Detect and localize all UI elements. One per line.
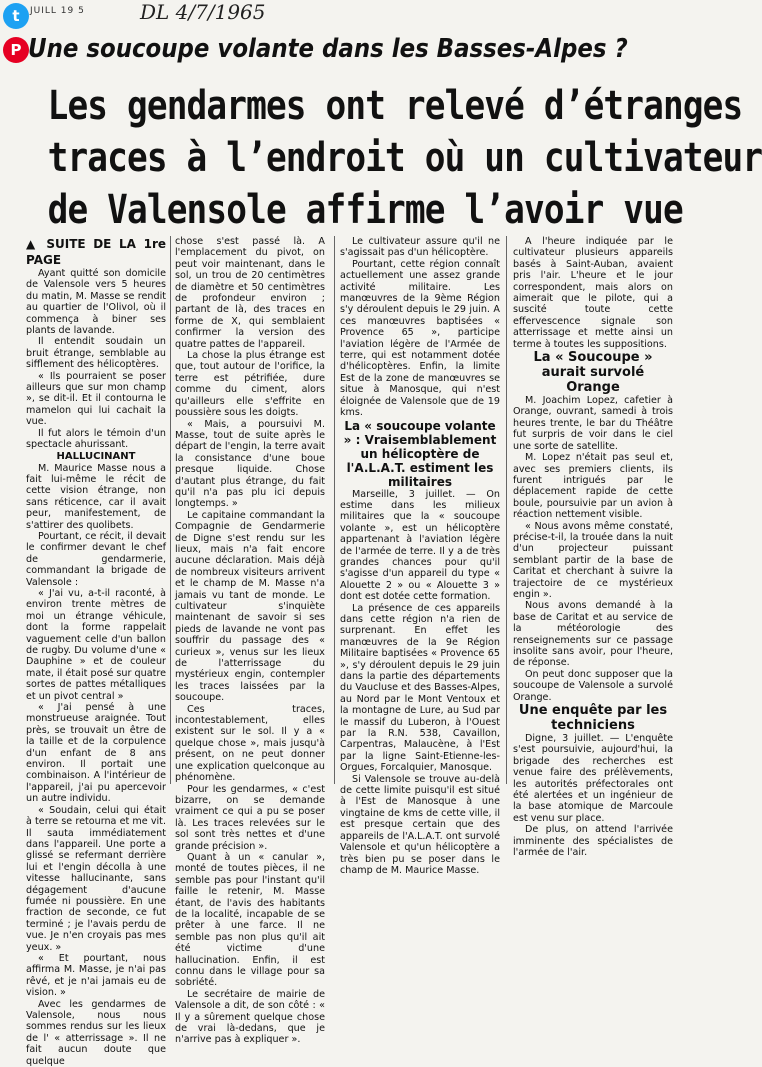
paragraph: M. Lopez n'était pas seul et, avec ses premiers clients, ils furent intrigués par le déplacement rapide de cette boule, poursuivie par un avion à réaction nettement visible. — [513, 452, 673, 521]
subheading: HALLUCINANT — [56, 450, 136, 462]
paragraph: M. Joachim Lopez, cafetier à Orange, ouvrant, samedi à trois heures trente, le bar du Théâtre fut surpris de voir dans le ciel une sorte de satellite. — [513, 395, 673, 452]
paragraph: « Ils pourraient se poser ailleurs que sur mon champ », se dit-il. Et il contourna le mamelon qui lui cachait la vue. — [26, 370, 166, 428]
paragraph: « J'ai vu, a-t-il raconté, à environ trente mètres de moi un étrange véhicule, dont la forme rappelait vaguement celle d'un ballon de rugby. Du volume d'une « Dauphine » et de couleur mate, il était posé sur quatre sortes de pattes métalliques et un pivot central » — [26, 587, 166, 702]
headline — [0, 80, 762, 236]
paragraph: Ces traces, incontestablement, elles existent sur le sol. Il y a « quelque chose », mais jusqu'à présent, on ne peut donner une explication quelconque au phénomène. — [175, 703, 325, 784]
section-heading-enquete: Une enquête par les techniciens — [518, 703, 668, 734]
paragraph: « Soudain, celui qui était à terre se retourna et me vit. Il sauta immédiatement dans l'appareil. Une porte a glissé se refermant derrière lui et l'engin décolla à une vitesse hallucinante, sans dégagement d'aucune fumée ni poussière. En une fraction de seconde, ce fut terminé ; je l'avais perdu de vue. Je n'en croyais pas mes yeux. » — [26, 804, 166, 953]
paragraph: « J'ai pensé à une monstrueuse araignée. Tout près, se trouvait un être de la taille et de la corpulence d'un enfant de 8 ans environ. Il portait une combinaison. A l'intérieur de l'appareil, j'ai pu apercevoir un autre individu. — [26, 702, 166, 805]
paragraph: La présence de ces appareils dans cette région n'a rien de surprenant. En effet les manœuvres de la 9e Région Militaire baptisées « Provence 65 », s'y déroulent depuis le 29 juin dans la partie des départements du Vaucluse et des Basses-Alpes, au Nord par le Mont Ventoux et la montagne de Lure, au Sud par le massif du Luberon, à l'Ouest par la R.N. 538, Cavaillon, Carpentras, Malaucène, à l'Est par la ligne Saint-Etienne-les-Orgues, Forcalquier, Manosque. — [340, 602, 500, 774]
section-heading-military: La « soucoupe volante » : Vraisemblablement un hélicoptère de l'A.L.A.T. estiment les militaires — [343, 418, 497, 489]
column-rule — [334, 236, 335, 784]
paragraph: Le cultivateur assure qu'il ne s'agissait pas d'un hélicoptère. — [340, 236, 500, 259]
section-heading-orange: La « Soucoupe » aurait survolé Orange — [533, 350, 653, 396]
article-column-3 — [340, 236, 500, 876]
paragraph: Pourtant, cette région connaît actuellement une assez grande activité militaire. Les manœuvres de la 9ème Région s'y déroulent depuis le 29 juin. A ces manœuvres baptisées « Provence 65 », participe l'aviation légère de l'Armée de terre, qui est notamment dotée d'hélicoptères. Enfin, la limite Est de la zone de manœuvres se situe à Manosque, qui n'est éloignée de Valensole que de 19 kms. — [340, 258, 500, 419]
paragraph: « Mais, a poursuivi M. Masse, tout de suite après le départ de l'engin, la terre avait la consistance d'une boue presque liquide. Chose d'autant plus étrange, du fait qu'il n'a pas plu ici depuis longtemps. » — [175, 418, 325, 510]
paragraph: A l'heure indiquée par le cultivateur plusieurs appareils basés à Saint-Auban, avaient pris l'air. L'heure et le jour correspondent, mais alors on aimerait que le pilote, qui a suscité toute cette effervescence signale son atterrissage et mette ainsi un terme à toutes les suppositions. — [513, 236, 673, 350]
paragraph: Pourtant, ce récit, il devait le confirmer devant le chef de gendarmerie, commandant la brigade de Valensole : — [26, 530, 166, 588]
pinterest-share-icon[interactable]: P — [3, 37, 29, 63]
paragraph: On peut donc supposer que la soucoupe de Valensole a survolé Orange. — [513, 668, 673, 703]
paragraph: Avec les gendarmes de Valensole, nous nous sommes rendus sur les lieux de l' « atterrissage ». Il ne fait aucun doute que quelque — [26, 998, 166, 1067]
masthead-date: JUILL 19 5 — [30, 6, 85, 16]
headline-line-2: traces à l’endroit où un cultivateur — [47, 135, 762, 181]
paragraph: Digne, 3 juillet. — L'enquête s'est poursuivie, aujourd'hui, la brigade des recherches est venue faire des prélèvements, les autorités préfectorales ont été alertées et un ingénieur de la base atomique de Marcoule est venu sur place. — [513, 733, 673, 824]
paragraph: De plus, on attend l'arrivée imminente des spécialistes de l'armée de l'air. — [513, 824, 673, 859]
handwritten-note: DL 4/7/1965 — [140, 0, 266, 24]
paragraph: Si Valensole se trouve au-delà de cette limite puisqu'il est situé à l'Est de Manosque à une vingtaine de kms de cette ville, il est presque certain que des appareils de l'A.L.A.T. ont survolé Valensole et qu'un hélicoptère a très bien pu se poser dans le champ de M. Maurice Masse. — [340, 773, 500, 876]
paragraph: chose s'est passé là. A l'emplacement du pivot, on peut voir maintenant, dans le sol, un trou de 20 centimètres de diamètre et 50 centimètres de profondeur environ ; partant de là, des traces en forme de X, qui semblaient confirmer la version des quatre pattes de l'appareil. — [175, 236, 325, 350]
paragraph: Ayant quitté son domicile de Valensole vers 5 heures du matin, M. Masse se rendit au quartier de l'Olivol, où il commença à biner ses plants de lavande. — [26, 268, 166, 337]
kicker: Une soucoupe volante dans les Basses-Alpes ? — [28, 34, 628, 64]
column-rule — [170, 236, 171, 784]
paragraph: Il fut alors le témoin d'un spectacle ahurissant. — [26, 427, 166, 451]
twitter-share-icon[interactable]: t — [3, 3, 29, 29]
headline-line-1: Les gendarmes ont relevé d’étranges — [47, 83, 743, 129]
paragraph: « Et pourtant, nous affirma M. Masse, je n'ai pas rêvé, et je n'ai jamais eu de vision. » — [26, 952, 166, 999]
paragraph: Marseille, 3 juillet. — On estime dans les milieux militaires que la « soucoupe volante », est un hélicoptère appartenant à l'aviation légère de l'armée de terre. Il y a de très grandes chances pour qu'il s'agisse d'un appareil du type « Alouette 2 » ou « Alouette 3 » dont est dotée cette formation. — [340, 488, 500, 603]
paragraph: Le capitaine commandant la Compagnie de Gendarmerie de Digne s'est rendu sur les lieux, mais n'a fait encore aucune déclaration. Mais déjà de nombreux visiteurs arrivent et le champ de M. Masse n'a jamais vu tant de monde. Le cultivateur s'inquiète maintenant de savoir si ses pieds de lavande ne vont pas souffrir du passage des « curieux », venus sur les lieux de l'atterrissage du mystérieux engin, contempler les traces laissées par la soucoupe. — [175, 509, 325, 704]
article-column-2 — [175, 236, 325, 1046]
column-rule — [506, 236, 507, 784]
article-column-1 — [26, 236, 167, 1067]
paragraph: Il entendit soudain un bruit étrange, semblable au sifflement des hélicoptères. — [26, 336, 166, 371]
paragraph: Le secrétaire de mairie de Valensole a dit, de son côté : « Il y a sûrement quelque chose de vrai là-dedans, que je n'arrive pas à expliquer ». — [175, 988, 325, 1046]
paragraph: Quant à un « canular », monté de toutes pièces, il ne semble pas pour l'instant qu'il faille le retenir, M. Masse étant, de l'avis des habitants de la localité, incapable de se prêter à une farce. Il ne semble pas non plus qu'il ait été victime d'une hallucination. Enfin, il est connu dans le village pour sa sobriété. — [175, 851, 325, 989]
continuation-label: ▲ SUITE DE LA 1re PAGE — [26, 237, 167, 267]
article-column-4 — [513, 236, 673, 859]
headline-line-3: de Valensole affirme l’avoir vue — [47, 187, 683, 233]
paragraph: Nous avons demandé à la base de Caritat et au service de la météorologie des renseignements sur ce passage insolite sans avoir, pour l'heure, de réponse. — [513, 600, 673, 669]
paragraph: Pour les gendarmes, « c'est bizarre, on se demande vraiment ce qui a pu se poser là. Les traces relevées sur le sol sont très nettes et d'une grande précision ». — [175, 783, 325, 852]
paragraph: La chose la plus étrange est que, tout autour de l'orifice, la terre est pétrifiée, dure comme du ciment, alors qu'ailleurs elle s'effrite en poussière sous les doigts. — [175, 350, 325, 419]
paragraph: « Nous avons même constaté, précise-t-il, la trouée dans la nuit d'un projecteur puissant semblant partir de la base de Caritat et cherchant à suivre la trajectoire de ce mystérieux engin ». — [513, 520, 673, 600]
paragraph: M. Maurice Masse nous a fait lui-même le récit de cette vision étrange, non sans réticence, car il avait peur, manifestement, de s'attirer des quolibets. — [26, 462, 166, 531]
